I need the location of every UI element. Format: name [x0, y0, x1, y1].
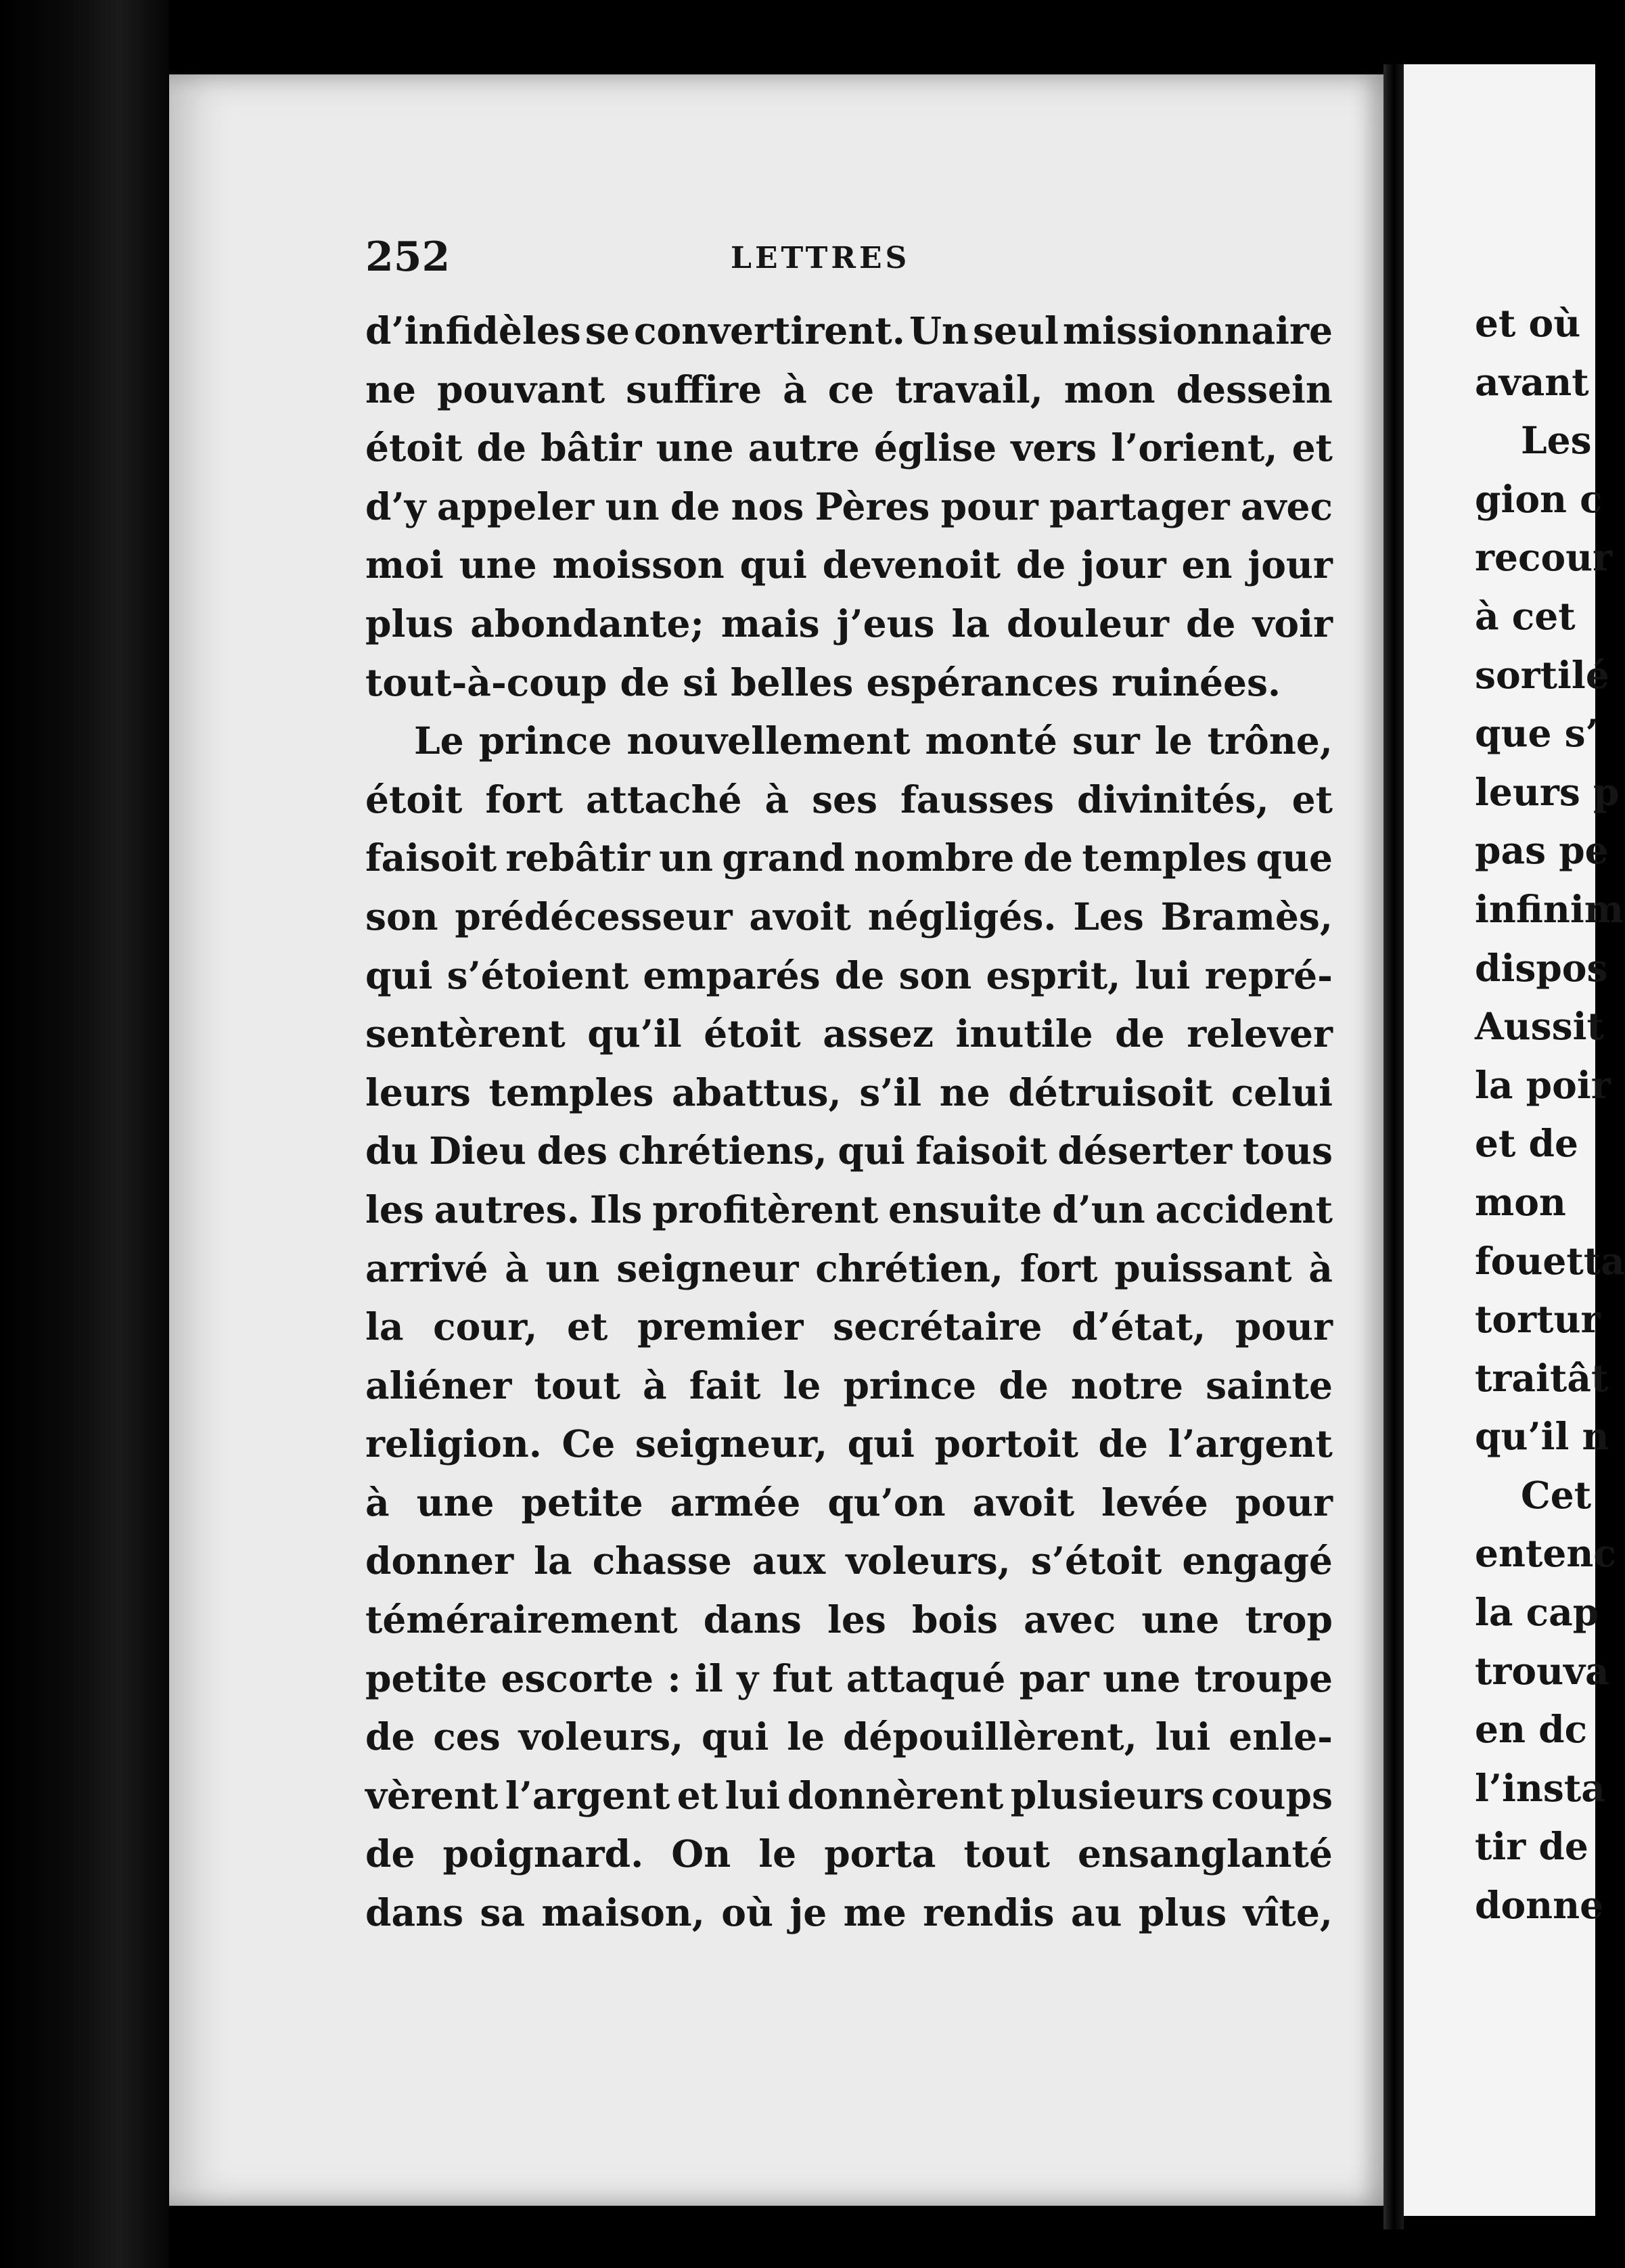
facing-text-line: à cet — [1475, 593, 1576, 638]
text-line: Le prince nouvellement monté sur le trône, — [414, 719, 1333, 763]
text-line: moi une moisson qui devenoit de jour en jour — [365, 543, 1333, 587]
facing-text-line: infinim — [1475, 886, 1624, 931]
running-head: LETTRES — [731, 241, 911, 275]
text-line: plus abondante; mais j’eus la douleur de voir — [365, 601, 1333, 645]
text-line: ne pouvant suffire à ce travail, mon dessein — [365, 367, 1333, 411]
facing-text-line: et où — [1475, 301, 1581, 345]
body-text — [365, 302, 1333, 1943]
text-line: à une petite armée qu’on avoit levée pour — [365, 1480, 1333, 1524]
text-line: la cour, et premier secrétaire d’état, pour — [365, 1305, 1333, 1349]
facing-text-line: et de — [1475, 1121, 1578, 1166]
facing-text-line: gion c — [1475, 476, 1603, 521]
book-gutter — [1383, 64, 1404, 2229]
facing-text-line: l’insta — [1475, 1765, 1605, 1810]
facing-text-line: Les — [1521, 418, 1592, 463]
facing-text-line: trouva — [1475, 1648, 1609, 1693]
book-edge-left — [0, 0, 169, 2268]
facing-text-line: tortur — [1475, 1297, 1601, 1342]
facing-text-line: qu’il n — [1475, 1414, 1609, 1459]
facing-text-line: la cap — [1475, 1590, 1599, 1635]
text-line: petite escorte : il y fut attaqué par une troupe — [365, 1656, 1333, 1700]
text-line: d’infidèles se convertirent. Un seul missionnaire — [365, 309, 1333, 353]
text-line: du Dieu des chrétiens, qui faisoit déserter tous — [365, 1129, 1333, 1173]
facing-text-line: mon — [1475, 1179, 1566, 1224]
facing-text-line: sortilé — [1475, 652, 1609, 697]
text-line: arrivé à un seigneur chrétien, fort puissant à — [365, 1246, 1333, 1290]
facing-page-text — [1475, 294, 1625, 1935]
facing-text-line: que s’ — [1475, 711, 1599, 756]
text-line: donner la chasse aux voleurs, s’étoit engagé — [365, 1539, 1333, 1583]
facing-text-line: tir de — [1475, 1824, 1588, 1869]
facing-text-line: recour — [1475, 535, 1613, 580]
text-line: les autres. Ils profitèrent ensuite d’un accident — [365, 1187, 1333, 1231]
text-line: de poignard. On le porta tout ensanglanté — [365, 1832, 1333, 1876]
text-line: aliéner tout à fait le prince de notre sainte — [365, 1363, 1333, 1407]
facing-text-line: fouetta — [1475, 1238, 1625, 1283]
text-line: tout-à-coup de si belles espérances ruinées. — [365, 660, 1281, 704]
text-line: de ces voleurs, qui le dépouillèrent, lui enle- — [365, 1715, 1333, 1759]
text-line: vèrent l’argent et lui donnèrent plusieurs coups — [365, 1773, 1333, 1817]
facing-text-line: Aussit — [1475, 1004, 1604, 1049]
facing-text-line: en dc — [1475, 1707, 1588, 1752]
text-line: témérairement dans les bois avec une trop — [365, 1597, 1333, 1642]
text-line: d’y appeler un de nos Pères pour partager avec — [365, 484, 1333, 528]
text-line: religion. Ce seigneur, qui portoit de l’argent — [365, 1422, 1333, 1466]
text-line: son prédécesseur avoit négligés. Les Bramès, — [365, 894, 1333, 938]
text-line: faisoit rebâtir un grand nombre de temples que — [365, 836, 1333, 880]
facing-text-line: Cet — [1521, 1472, 1592, 1517]
page-header — [365, 230, 1346, 284]
text-line: qui s’étoient emparés de son esprit, lui repré- — [365, 953, 1333, 997]
text-line: étoit fort attaché à ses fausses divinités, et — [365, 777, 1333, 821]
text-line: sentèrent qu’il étoit assez inutile de relever — [365, 1012, 1333, 1056]
facing-text-line: traitât — [1475, 1355, 1609, 1400]
facing-text-line: dispos — [1475, 945, 1608, 990]
facing-text-line: avant — [1475, 359, 1589, 404]
page-number: 252 — [365, 233, 451, 281]
facing-text-line: entenc — [1475, 1531, 1616, 1576]
text-line: leurs temples abattus, s’il ne détruisoit celui — [365, 1070, 1333, 1114]
text-line: dans sa maison, où je me rendis au plus vîte, — [365, 1890, 1333, 1935]
text-line: étoit de bâtir une autre église vers l’orient, et — [365, 426, 1333, 470]
facing-page — [1404, 64, 1625, 2216]
facing-text-line: la poir — [1475, 1062, 1611, 1107]
facing-text-line: donne — [1475, 1883, 1604, 1928]
facing-text-line: pas pe — [1475, 828, 1609, 873]
facing-text-line: leurs p — [1475, 769, 1620, 814]
